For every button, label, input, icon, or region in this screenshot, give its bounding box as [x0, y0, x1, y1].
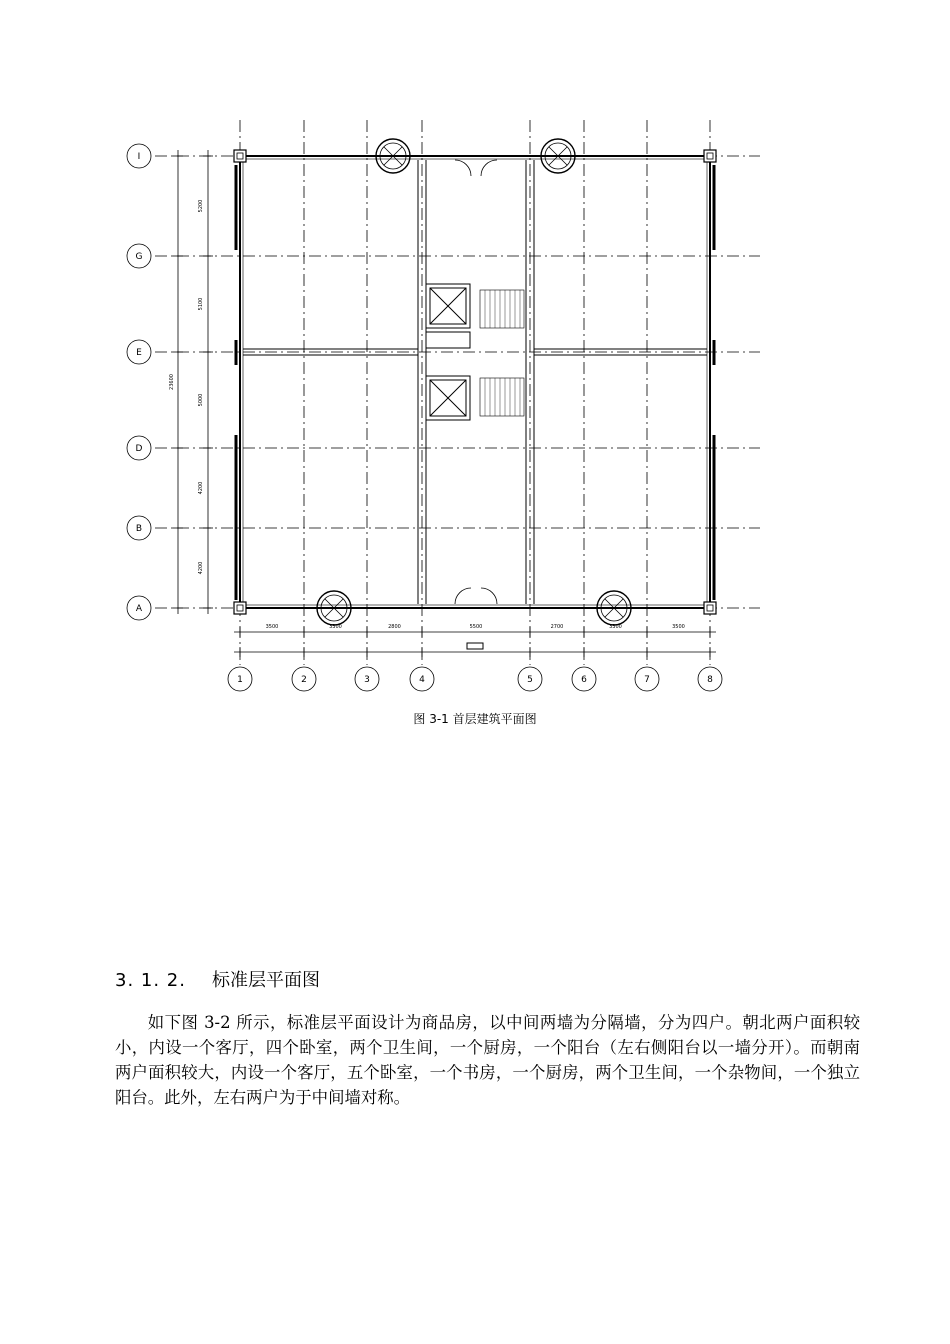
row-axis-label: D — [135, 444, 143, 454]
dim-text-left: 5200 — [198, 199, 204, 213]
dim-text-bottom: 2700 — [550, 624, 564, 630]
row-axis-label: E — [136, 348, 142, 358]
dim-text-left: 4200 — [198, 481, 204, 495]
dim-text-left: 4200 — [198, 561, 204, 575]
dimension-texts — [169, 200, 685, 630]
col-axis-label: 8 — [707, 675, 713, 685]
dim-text-bottom: 3500 — [265, 624, 279, 630]
column — [704, 602, 716, 614]
outer-wall — [240, 156, 710, 608]
dim-text-bottom: 3300 — [329, 624, 342, 630]
row-axis-label: I — [137, 152, 141, 162]
section-title: 标准层平面图 — [212, 970, 320, 991]
col-axis-label: 1 — [237, 675, 243, 685]
outer-wall-inner — [243, 159, 707, 605]
col-axis-label: 3 — [364, 675, 370, 685]
dim-text-bottom: 2800 — [388, 624, 401, 630]
corner-columns — [234, 150, 716, 614]
lobby-box — [426, 332, 470, 348]
door-swing-top — [455, 160, 471, 176]
door-swing-bottom — [481, 588, 497, 604]
col-axis-label: 2 — [301, 675, 307, 685]
building-walls — [236, 156, 714, 608]
dim-text-bottom: 5500 — [469, 624, 483, 630]
row-axis-label: B — [135, 524, 143, 534]
column — [234, 150, 246, 162]
section-number: 3. 1. 2. — [115, 970, 186, 991]
col-axis-label: 5 — [527, 675, 533, 685]
dim-text-left: 5100 — [198, 297, 204, 311]
stair-outline — [480, 378, 524, 416]
dim-text-bottom: 3300 — [609, 624, 622, 630]
row-axis-label: A — [135, 604, 143, 614]
dim-text-left-total: 23600 — [169, 374, 175, 390]
door-swing-bottom — [455, 588, 471, 604]
stair-outline — [480, 290, 524, 328]
dimension-lines — [173, 150, 716, 657]
axis-gridlines — [155, 120, 760, 665]
row-axis-label: G — [135, 252, 143, 262]
section-body: 如下图 3-2 所示，标准层平面设计为商品房，以中间两墙为分隔墙，分为四户。朝北两户面积较小，内设一个客厅，四个卧室，两个卫生间，一个厨房，一个阳台（左右侧阳台以一墙分开）。而朝南两户面积较大，内设一个客厅，五个卧室，一个书房，一个厨房，两个卫生间，一个杂物间，一个独立阳台。此外，左右两户为于中间墙对称。 — [115, 1013, 860, 1108]
col-axis-label: 4 — [419, 675, 425, 685]
column — [234, 602, 246, 614]
dim-text-left: 5000 — [198, 393, 204, 407]
col-axis-label: 7 — [644, 675, 650, 685]
door-swing-top — [481, 160, 497, 176]
total-dim-box — [467, 643, 483, 649]
figure-caption: 图 3-1 首层建筑平面图 — [413, 712, 537, 726]
section-heading — [115, 966, 320, 992]
dim-text-bottom: 3500 — [672, 624, 685, 630]
col-axis-label: 6 — [581, 675, 587, 685]
column — [704, 150, 716, 162]
